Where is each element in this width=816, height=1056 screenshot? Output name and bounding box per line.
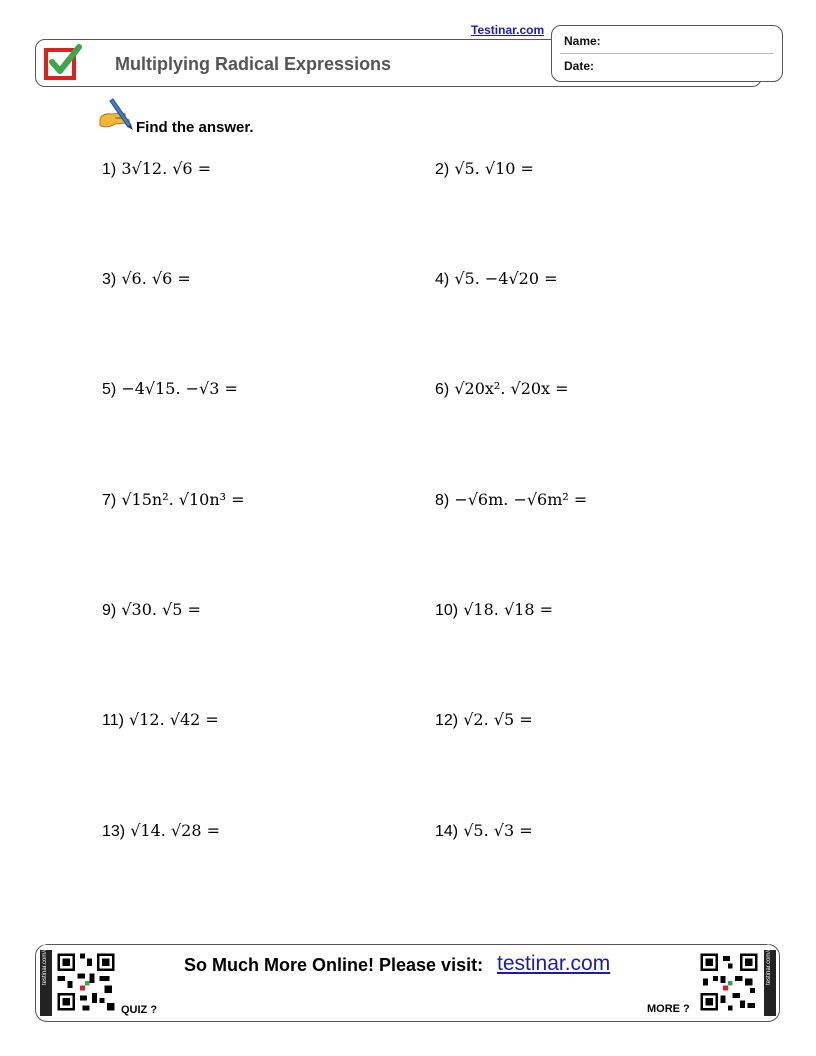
problem-expression: −4√15. −√3 = — [121, 379, 238, 398]
divider — [560, 53, 774, 54]
problem-9 — [102, 600, 201, 620]
problem-8 — [435, 490, 587, 510]
footer-text: So Much More Online! Please visit: — [184, 955, 484, 975]
problem-13 — [102, 821, 220, 841]
problem-number: 12) — [435, 712, 459, 729]
problem-number: 9) — [102, 602, 117, 619]
problem-expression: √20x². √20x = — [454, 379, 569, 398]
footer-side-text-left: testinar.com/app — [42, 940, 48, 985]
problem-expression: √2. √5 = — [463, 710, 533, 729]
problem-expression: −√6m. −√6m² = — [454, 490, 588, 509]
date-label: Date: — [564, 59, 595, 73]
footer-link[interactable]: testinar.com — [497, 952, 611, 975]
footer-side-text-right: testinar.com/app — [766, 940, 772, 985]
problem-10 — [435, 600, 553, 620]
site-link[interactable]: Testinar.com — [471, 23, 545, 37]
instructions: Find the answer. — [136, 119, 254, 136]
name-label: Name: — [564, 34, 601, 48]
problem-expression: √15n². √10n³ = — [121, 490, 245, 509]
problem-3 — [102, 269, 191, 289]
problem-number: 5) — [102, 381, 117, 398]
writing-hand-icon — [97, 95, 137, 135]
problem-expression: √5. √10 = — [454, 159, 534, 178]
name-date-box — [551, 25, 783, 82]
page-title: Multiplying Radical Expressions — [115, 54, 392, 74]
problem-6 — [435, 379, 569, 399]
problem-number: 14) — [435, 823, 459, 840]
problem-number: 4) — [435, 271, 450, 288]
problem-number: 11) — [102, 712, 124, 729]
problem-number: 10) — [435, 602, 459, 619]
problem-number: 13) — [102, 823, 126, 840]
problem-expression: √6. √6 = — [121, 269, 191, 288]
qr-code-icon[interactable] — [55, 951, 117, 1013]
problem-expression: √14. √28 = — [130, 821, 220, 840]
problem-11 — [102, 710, 219, 730]
checkbox-check-icon — [44, 44, 82, 80]
problem-expression: √5. −4√20 = — [454, 269, 558, 288]
problem-number: 6) — [435, 381, 450, 398]
problem-expression: √12. √42 = — [129, 710, 219, 729]
problem-expression: √5. √3 = — [463, 821, 533, 840]
problem-2 — [435, 159, 534, 179]
problem-7 — [102, 490, 245, 510]
qr-code-icon[interactable] — [698, 951, 760, 1013]
problem-number: 2) — [435, 161, 450, 178]
quiz-label: QUIZ ? — [121, 1004, 158, 1016]
more-label: MORE ? — [647, 1003, 690, 1015]
problem-expression: √30. √5 = — [121, 600, 201, 619]
problem-1 — [102, 159, 211, 179]
problem-number: 7) — [102, 492, 117, 509]
problem-expression: 3√12. √6 = — [121, 159, 212, 178]
problem-5 — [102, 379, 238, 399]
problem-number: 1) — [102, 161, 117, 178]
problem-expression: √18. √18 = — [463, 600, 553, 619]
problem-4 — [435, 269, 558, 289]
problem-number: 3) — [102, 271, 117, 288]
problem-12 — [435, 710, 533, 730]
problem-number: 8) — [435, 492, 450, 509]
problem-14 — [435, 821, 533, 841]
